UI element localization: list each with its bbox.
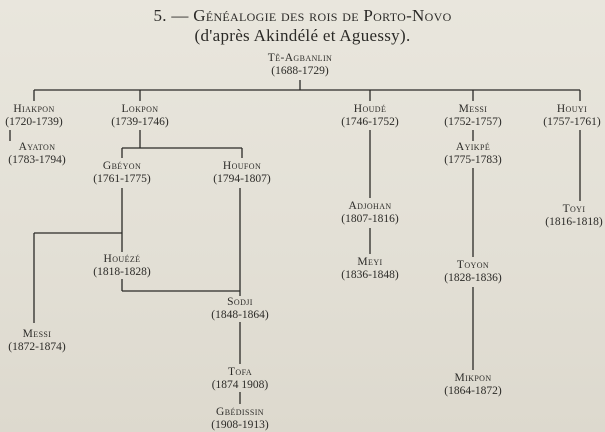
king-name: Tê-Agbanlin <box>267 52 333 64</box>
king-hiakpon <box>5 103 63 129</box>
king-houfon <box>213 160 271 186</box>
figure-title-text: Généalogie des rois de Porto-Novo <box>193 6 452 25</box>
king-te-agbanlin <box>268 52 332 78</box>
king-name: Houézé <box>103 253 141 265</box>
reign-dates: (1807-1816) <box>341 213 399 225</box>
king-name: Mikpon <box>454 372 492 384</box>
reign-dates: (1688-1729) <box>271 65 329 77</box>
king-name: Gbédissin <box>216 406 264 418</box>
king-name: Sodji <box>227 296 253 308</box>
king-gbedissin <box>211 406 269 432</box>
figure-subtitle: (d'après Akindélé et Aguessy). <box>194 26 411 45</box>
reign-dates: (1752-1757) <box>444 116 502 128</box>
reign-dates: (1761-1775) <box>93 173 151 185</box>
king-name: Gbéyon <box>102 160 142 172</box>
king-name: Meyi <box>357 256 383 268</box>
king-name: Ayaton <box>18 141 56 153</box>
reign-dates: (1746-1752) <box>341 116 399 128</box>
king-name: Messi <box>22 328 52 340</box>
reign-dates: (1757-1761) <box>543 116 601 128</box>
king-mikpon <box>444 372 502 398</box>
reign-dates: (1720-1739) <box>5 116 63 128</box>
king-gbeyon <box>93 160 151 186</box>
king-name: Toyon <box>456 259 490 271</box>
reign-dates: (1908-1913) <box>211 419 269 431</box>
reign-dates: (1794-1807) <box>213 173 271 185</box>
title-dash: — <box>171 6 189 25</box>
king-name: Houdé <box>353 103 387 115</box>
king-houde <box>341 103 399 129</box>
king-name: Houfon <box>222 160 262 172</box>
king-tofa <box>212 366 269 392</box>
king-ayikpe <box>444 141 502 167</box>
king-name: Houyi <box>556 103 588 115</box>
king-houeze <box>93 253 151 279</box>
king-lokpon <box>111 103 169 129</box>
reign-dates: (1818-1828) <box>93 266 151 278</box>
king-name: Ayikpé <box>455 141 491 153</box>
king-sodji <box>211 296 269 322</box>
king-meyi <box>341 256 399 282</box>
reign-dates: (1872-1874) <box>8 341 66 353</box>
king-toyi <box>545 203 603 229</box>
figure-number: 5. <box>153 6 167 25</box>
king-name: Tofa <box>227 366 253 378</box>
king-messi-1872 <box>8 328 66 354</box>
reign-dates: (1874 1908) <box>211 379 269 391</box>
reign-dates: (1775-1783) <box>444 154 502 166</box>
reign-dates: (1848-1864) <box>211 309 269 321</box>
king-adjohan <box>341 200 399 226</box>
reign-dates: (1783-1794) <box>8 154 66 166</box>
king-name: Adjohan <box>348 200 392 212</box>
reign-dates: (1864-1872) <box>444 385 502 397</box>
king-houyi <box>543 103 601 129</box>
king-name: Toyi <box>562 203 586 215</box>
reign-dates: (1836-1848) <box>341 269 399 281</box>
reign-dates: (1816-1818) <box>545 216 603 228</box>
reign-dates: (1739-1746) <box>111 116 169 128</box>
king-name: Lokpon <box>121 103 159 115</box>
king-messi-1752 <box>444 103 502 129</box>
king-ayaton <box>8 141 66 167</box>
king-toyon <box>444 259 502 285</box>
king-name: Hiakpon <box>13 103 55 115</box>
reign-dates: (1828-1836) <box>444 272 502 284</box>
king-name: Messi <box>458 103 488 115</box>
